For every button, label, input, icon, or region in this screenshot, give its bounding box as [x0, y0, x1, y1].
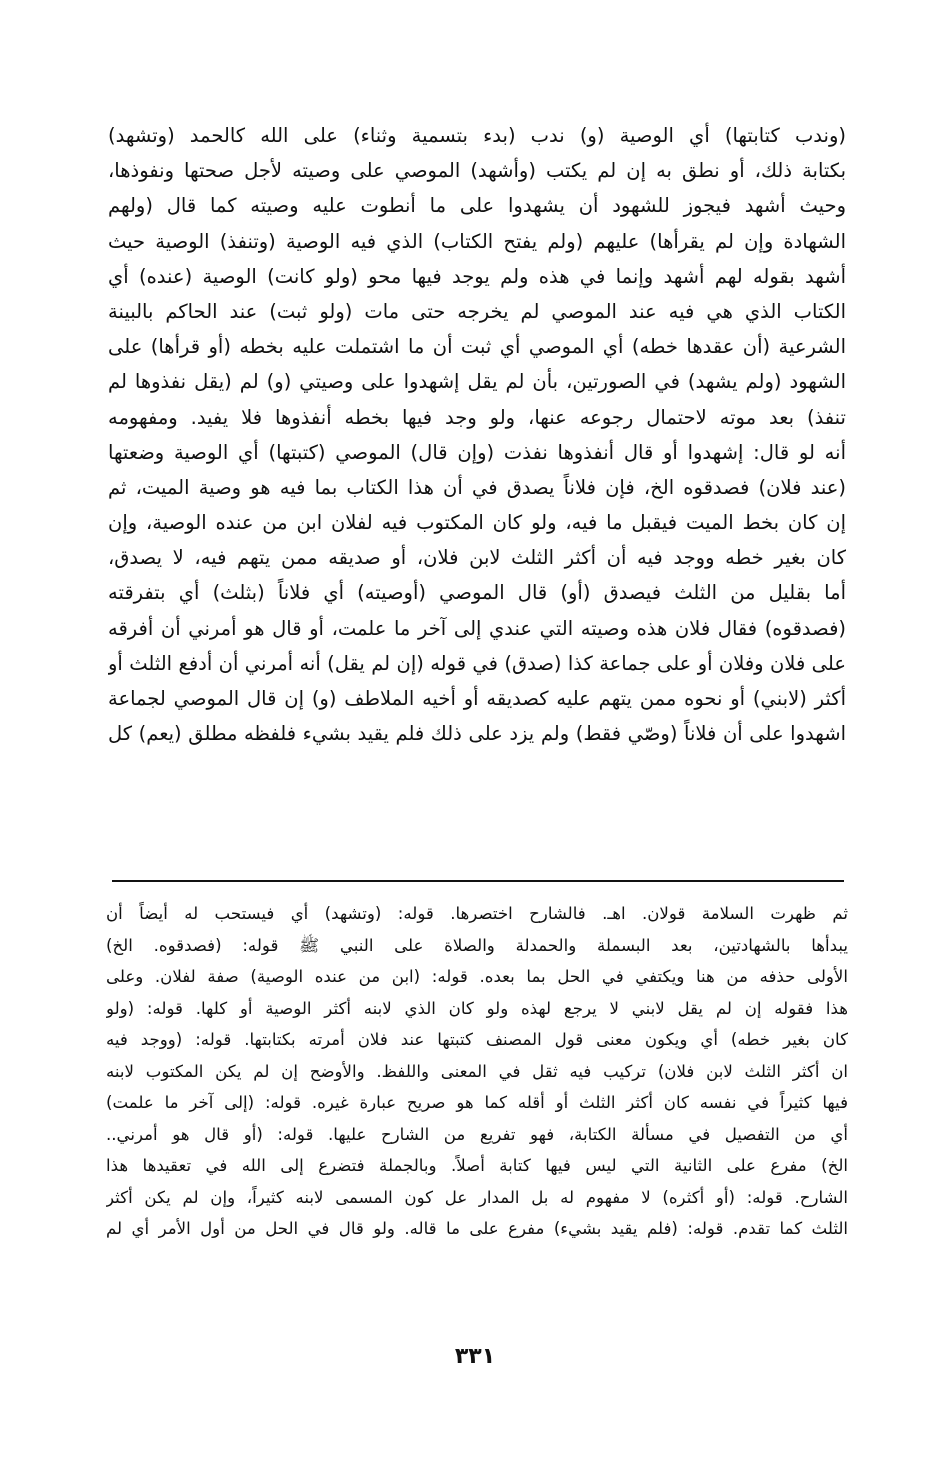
main-text-block — [108, 118, 846, 751]
text-line: أنه لو قال: إشهدوا أو قال أنفذوها نفذت (وإن قال) الموصي (كتبتها) أي الوصية وضعتها — [108, 440, 846, 464]
text-line: اشهدوا على أن فلاناً (وصّي فقط) ولم يزد على ذلك فلم يقيد بشيء فلفظه مطلق (يعم) كل — [108, 722, 846, 746]
text-line: على فلان وفلان أو على جماعة كذا (صدق) في قوله (إن لم يقل) أنه أمرني أن أدفع الثلث أو — [108, 651, 846, 675]
text-line: الشهود (ولم يشهد) في الصورتين، بأن لم يقل إشهدوا على وصيتي (و) لم (يقل نفذوها لم — [108, 370, 846, 394]
footnote-line: أي من التفصيل في مسألة الكتابة، فهو تفريع من الشارح عليها. قوله: (أو قال هو أمرني.. — [106, 1124, 848, 1144]
footnote-line: فيها كثيراً في نفسه كان أكثر الثلث أو أقله كما هو صريح عبارة غيره. قوله: (إلى آخر ما علمت) — [106, 1093, 848, 1112]
footnote-line: الشارح. قوله: (أو أكثره) لا مفهوم له بل المدار عل كون المسمى لابنه كثيراً، وإن لم يكن أكثر — [106, 1187, 848, 1207]
text-line: (عند فلان) فصدقوه الخ، فإن فلاناً يصدق في أن هذا الكتاب بما فيه هو وصية الميت، ثم — [108, 475, 846, 499]
footnote-line: يبدأها بالشهادتين، بعد البسملة والحمدلة والصلاة على النبي ﷺ قوله: (فصدقوه. الخ) — [106, 935, 848, 955]
footnote-line: ان أكثر الثلث لابن فلان) تركيب فيه ثقل في المعنى واللفظ. والأوضح إن لم يكن المكتوب لابنه — [106, 1061, 848, 1081]
text-line: أكثر (لابني) أو نحوه ممن يتهم عليه كصديقه أو أخيه الملاطف (و) إن قال الموصي لجماعة — [108, 687, 846, 710]
text-line: كان بغير خطه ووجد فيه أن أكثر الثلث لابن فلان، أو صديقه ممن يتهم فيه، لا يصدق، — [108, 546, 846, 570]
text-line: أما بقليل من الثلث فيصدق (أو) قال الموصي (أوصيته) أي فلاناً (بثلث) أي بتفرقته — [108, 581, 846, 605]
text-line: تنفذ) بعد موته لاحتمال رجوعه عنها، ولو وجد فيها بخطه أنفذوها فلا يفيد. ومفهومه — [108, 405, 846, 429]
text-line: إن كان بخط الميت فيقبل ما فيه، ولو كان المكتوب فيه لفلان ابن من عنده الوصية، وإن — [108, 511, 846, 535]
text-line: (وندب كتابتها) أي الوصية (و) ندب (بدء بتسمية وثناء) على الله كالحمد (وتشهد) — [108, 124, 846, 147]
text-line: الشهادة وإن لم يقرأها) عليهم (ولم يفتح الكتاب) الذي فيه الوصية (وتنفذ) الوصية حيث — [108, 229, 846, 253]
footnote-block — [106, 898, 848, 1245]
footnote-line: ثم ظهرت السلامة قولان. اهـ. فالشارح اختصرها. قوله: (وتشهد) أي فيستحب له أيضاً أن — [106, 904, 848, 923]
footnote-divider — [112, 880, 844, 882]
footnote-line: الثلث كما تقدم. قوله: (فلم يقيد بشيء) مفرع على ما قاله. ولو قال في الحل من أول الأمر أي لم — [106, 1219, 848, 1238]
text-line: أشهد بقوله لهم أشهد وإنما في هذه ولم يوجد فيها محو (ولو كانت) الوصية (عنده) أي — [108, 264, 846, 288]
footnote-line: الأولى حذفه من هنا ويكتفي في الحل بما بعده. قوله: (ابن من عنده الوصية) صفة لفلان. وعلى — [106, 967, 848, 986]
text-line: (فصدقوه) فقال فلان هذه وصيته التي عندي إلى آخر ما علمت، أو قال هو أمرني أن أفرقه — [108, 616, 846, 640]
footnote-line: هذا فقوله إن لم يقل لابني لا يرجع لهذه ولو كان الذي لابنه أكثر الوصية أو كلها. قوله: (ولو — [106, 998, 848, 1018]
text-line: الكتاب الذي هي فيه عند الموصي لم يخرجه حتى مات (ولو ثبت) عند الحاكم بالبينة — [108, 299, 846, 323]
text-line: بكتابة ذلك، أو نطق به إن لم يكتب (وأشهد) الموصي على وصيته لأجل صحتها ونفوذها، — [108, 159, 846, 183]
footnote-line: الخ) مفرع على الثانية التي ليس فيها كتابة أصلاً. وبالجملة فتضرع إلى الله في تعقيدها هذا — [106, 1156, 848, 1175]
text-line: وحيث أشهد فيجوز للشهود أن يشهدوا على ما أنطوت عليه وصيته كما قال (ولهم — [108, 194, 846, 218]
page-number: ٣٣١ — [454, 1344, 496, 1369]
text-line: الشرعية (أن عقدها خطه) أي الموصي أي ثبت أن ما اشتملت عليه بخطه (أو قرأها) على — [108, 335, 846, 359]
footnote-line: كان بغير خطه) أي ويكون معنى قول المصنف كتبتها عند فلان أمرته بكتابتها. قوله: (ووجد فيه — [106, 1030, 848, 1049]
